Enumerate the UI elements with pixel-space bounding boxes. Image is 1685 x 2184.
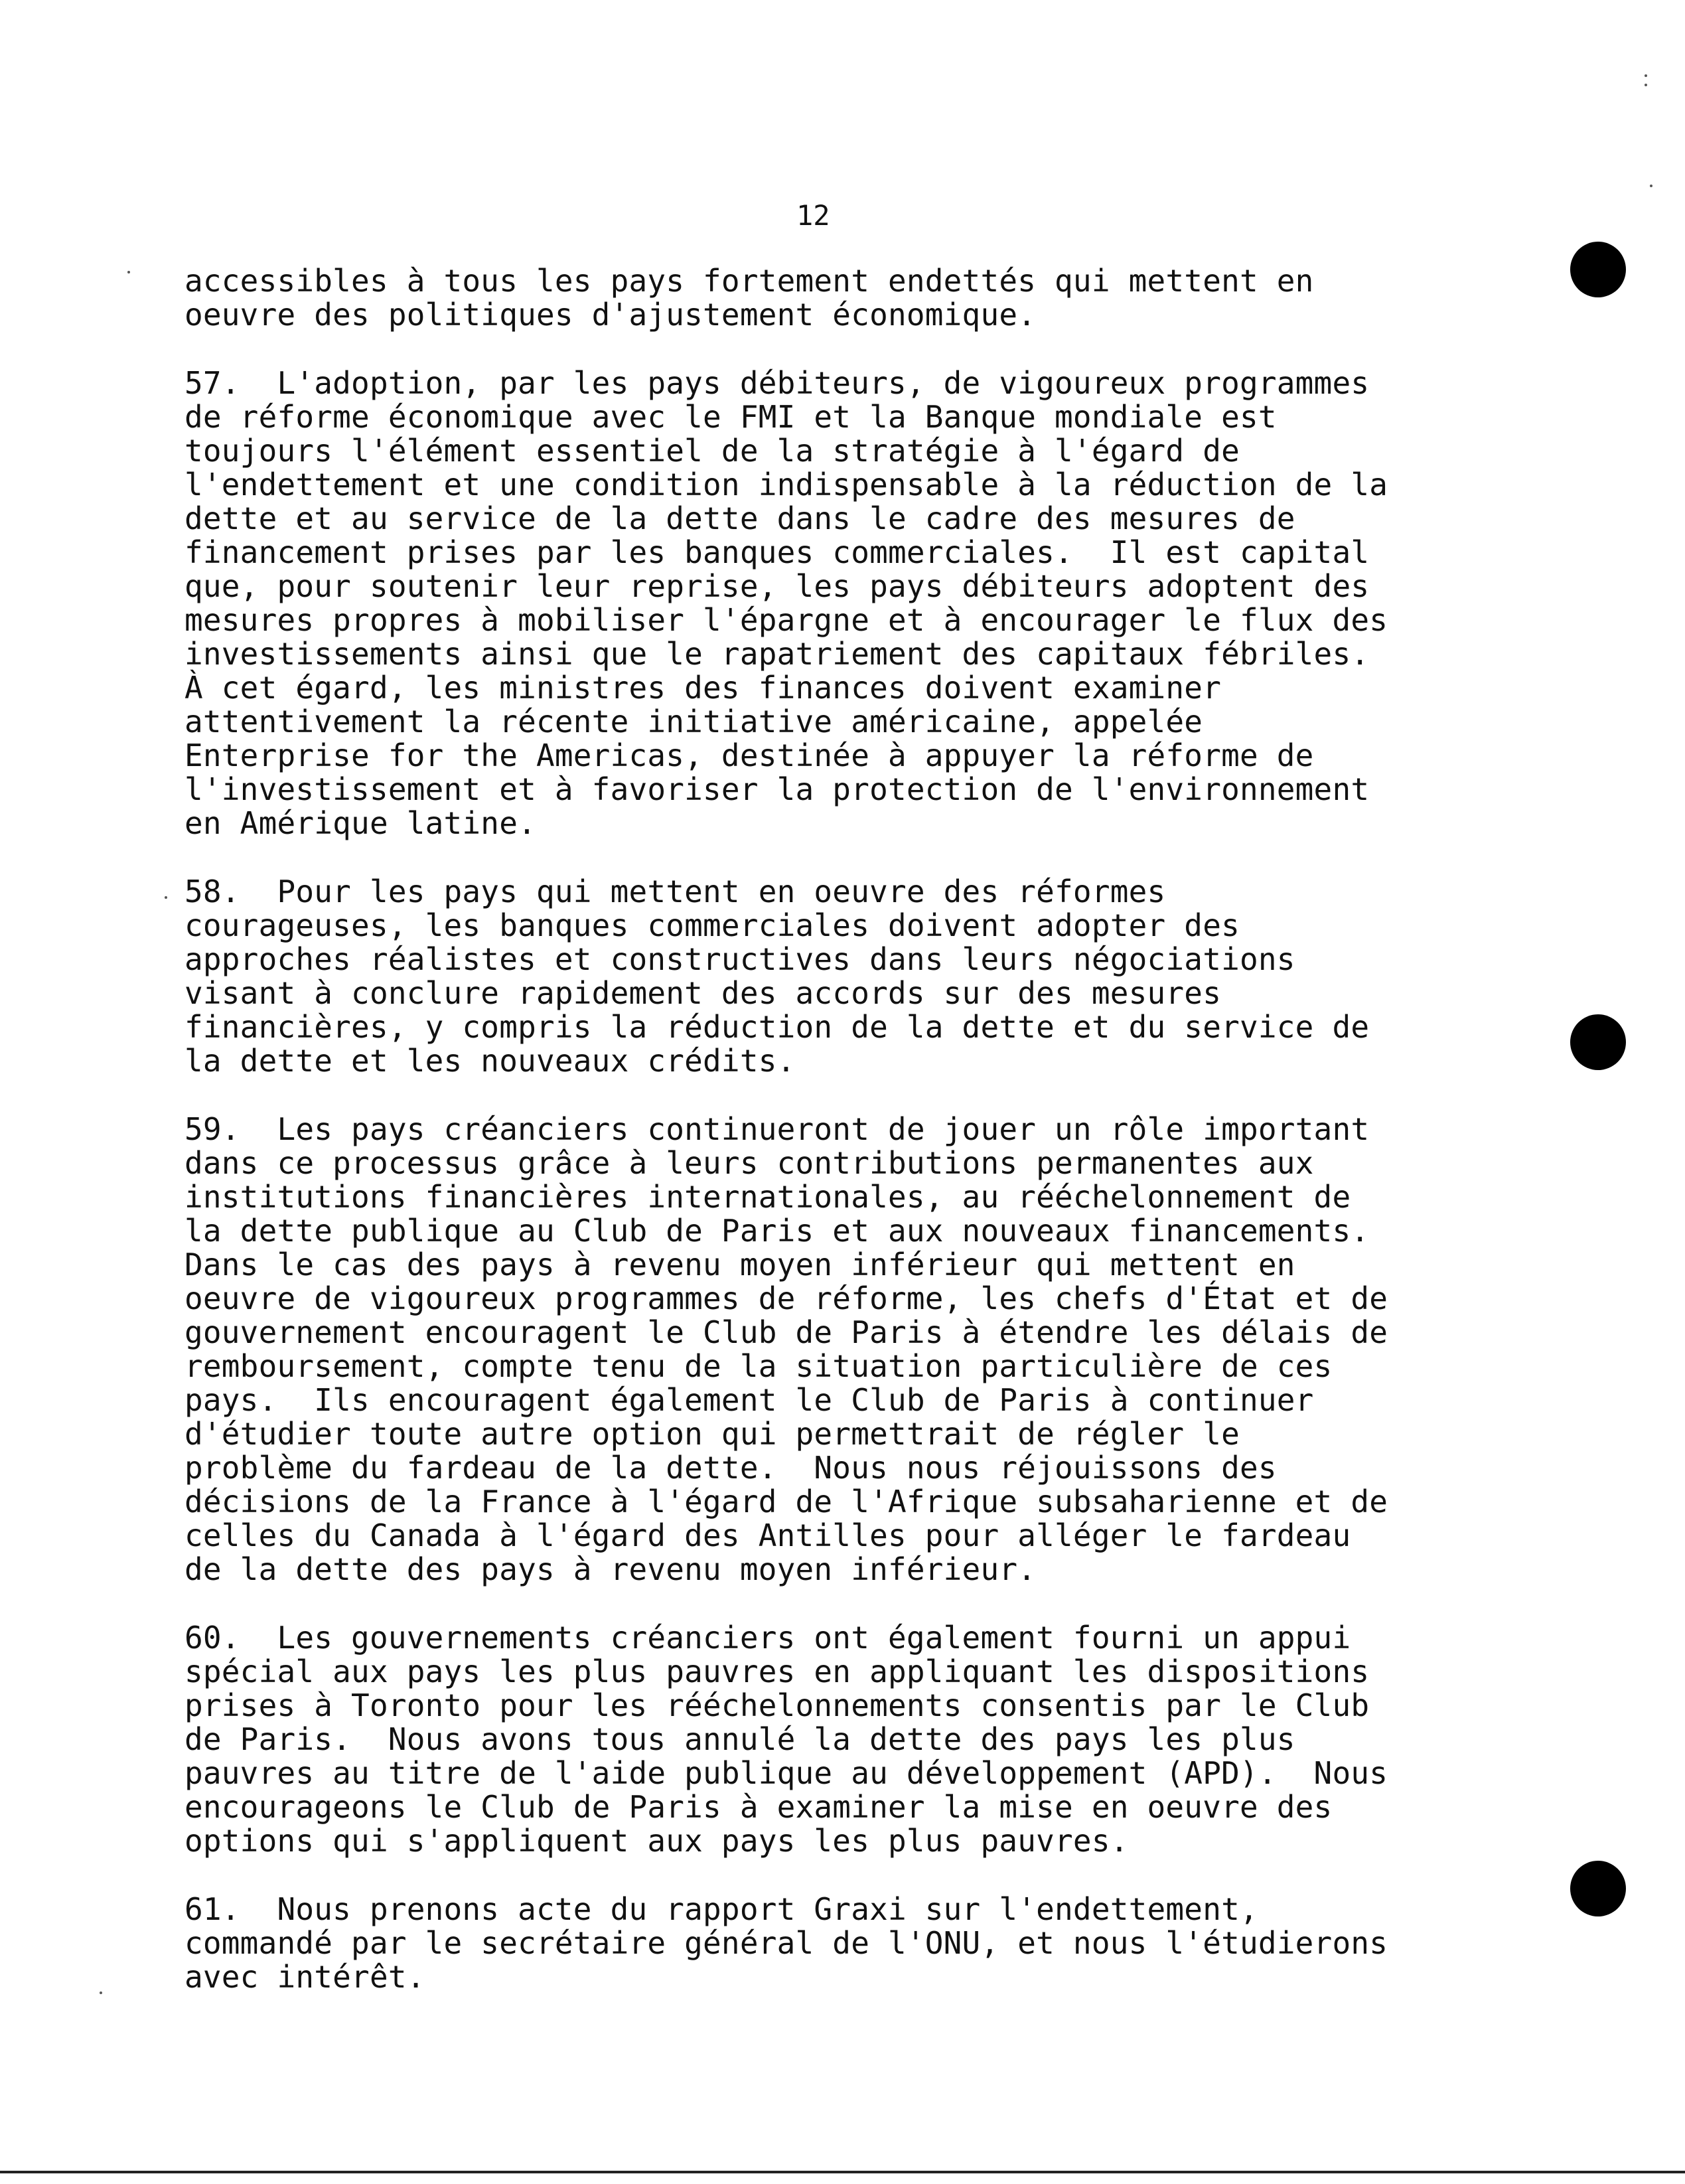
text-line: financières, y compris la réduction de la dette et du service de	[184, 1009, 1370, 1045]
text-line: avec intérêt.	[184, 1959, 425, 1995]
text-line: toujours l'élément essentiel de la stratégie à l'égard de	[184, 433, 1240, 469]
scan-speck	[1645, 74, 1647, 77]
text-line: que, pour soutenir leur reprise, les pays débiteurs adoptent des	[184, 568, 1370, 604]
text-line: dette et au service de la dette dans le cadre des mesures de	[184, 501, 1295, 536]
text-line: pauvres au titre de l'aide publique au développement (APD). Nous	[184, 1755, 1388, 1791]
text-line: la dette publique au Club de Paris et aux nouveaux financements.	[184, 1213, 1370, 1249]
text-line: courageuses, les banques commerciales doivent adopter des	[184, 907, 1240, 943]
paragraph-59	[184, 1113, 1512, 1587]
text-line: approches réalistes et constructives dans leurs négociations	[184, 941, 1295, 977]
text-line: À cet égard, les ministres des finances doivent examiner	[184, 670, 1222, 706]
text-line: gouvernement encouragent le Club de Paris à étendre les délais de	[184, 1314, 1388, 1350]
text-line: décisions de la France à l'égard de l'Afrique subsaharienne et de	[184, 1484, 1388, 1520]
text-line: en Amérique latine.	[184, 805, 536, 841]
text-line: financement prises par les banques commerciales. Il est capital	[184, 534, 1370, 570]
text-line: pays. Ils encouragent également le Club de Paris à continuer	[184, 1382, 1314, 1418]
text-line: encourageons le Club de Paris à examiner la mise en oeuvre des	[184, 1789, 1333, 1825]
text-line: 57. L'adoption, par les pays débiteurs, de vigoureux programmes	[184, 365, 1370, 401]
text-line: oeuvre de vigoureux programmes de réforme, les chefs d'État et de	[184, 1281, 1388, 1316]
punch-hole-top	[1570, 242, 1626, 297]
text-line: spécial aux pays les plus pauvres en appliquant les dispositions	[184, 1654, 1370, 1689]
paragraph-57	[184, 366, 1512, 840]
text-line: options qui s'appliquent aux pays les plus pauvres.	[184, 1823, 1129, 1859]
text-line: 61. Nous prenons acte du rapport Graxi sur l'endettement,	[184, 1891, 1258, 1927]
text-line: institutions financières internationales, au rééchelonnement de	[184, 1179, 1351, 1215]
text-line: celles du Canada à l'égard des Antilles pour alléger le fardeau	[184, 1518, 1351, 1553]
text-line: de Paris. Nous avons tous annulé la dette des pays les plus	[184, 1721, 1295, 1757]
paragraph-61	[184, 1893, 1512, 1994]
text-line: Enterprise for the Americas, destinée à appuyer la réforme de	[184, 738, 1314, 773]
text-line: l'investissement et à favoriser la protection de l'environnement	[184, 771, 1370, 807]
scan-speck	[127, 271, 130, 273]
text-line: problème du fardeau de la dette. Nous nous réjouissons des	[184, 1450, 1277, 1486]
paragraph-58	[184, 875, 1512, 1078]
text-line: la dette et les nouveaux crédits.	[184, 1043, 796, 1079]
text-line: attentivement la récente initiative américaine, appelée	[184, 704, 1203, 740]
paragraph-continuation	[184, 264, 1512, 332]
scan-speck	[1650, 185, 1652, 187]
text-line: commandé par le secrétaire général de l'ONU, et nous l'étudierons	[184, 1925, 1388, 1961]
text-line: accessibles à tous les pays fortement endettés qui mettent en	[184, 263, 1314, 299]
scan-speck	[1645, 84, 1647, 86]
scan-edge-line	[0, 2171, 1685, 2173]
text-line: 58. Pour les pays qui mettent en oeuvre des réformes	[184, 874, 1166, 909]
text-line: Dans le cas des pays à revenu moyen inférieur qui mettent en	[184, 1247, 1295, 1283]
paragraph-60	[184, 1621, 1512, 1858]
text-line: l'endettement et une condition indispensable à la réduction de la	[184, 467, 1388, 503]
text-line: de la dette des pays à revenu moyen inférieur.	[184, 1551, 1037, 1587]
text-line: dans ce processus grâce à leurs contributions permanentes aux	[184, 1145, 1314, 1181]
text-line: mesures propres à mobiliser l'épargne et à encourager le flux des	[184, 602, 1388, 638]
text-line: oeuvre des politiques d'ajustement économique.	[184, 297, 1037, 333]
scan-speck	[100, 1991, 102, 1994]
punch-hole-middle	[1570, 1014, 1626, 1070]
page-number: 12	[796, 199, 830, 232]
text-line: remboursement, compte tenu de la situation particulière de ces	[184, 1348, 1333, 1384]
text-line: 59. Les pays créanciers continueront de jouer un rôle important	[184, 1111, 1370, 1147]
text-line: de réforme économique avec le FMI et la Banque mondiale est	[184, 399, 1277, 435]
text-line: prises à Toronto pour les rééchelonnements consentis par le Club	[184, 1687, 1370, 1723]
document-body	[184, 264, 1512, 2029]
text-line: 60. Les gouvernements créanciers ont également fourni un appui	[184, 1620, 1351, 1656]
punch-hole-bottom	[1570, 1861, 1626, 1916]
text-line: visant à conclure rapidement des accords sur des mesures	[184, 975, 1222, 1011]
scan-speck	[165, 896, 167, 899]
text-line: d'étudier toute autre option qui permettrait de régler le	[184, 1416, 1240, 1452]
text-line: investissements ainsi que le rapatriement des capitaux fébriles.	[184, 636, 1370, 672]
